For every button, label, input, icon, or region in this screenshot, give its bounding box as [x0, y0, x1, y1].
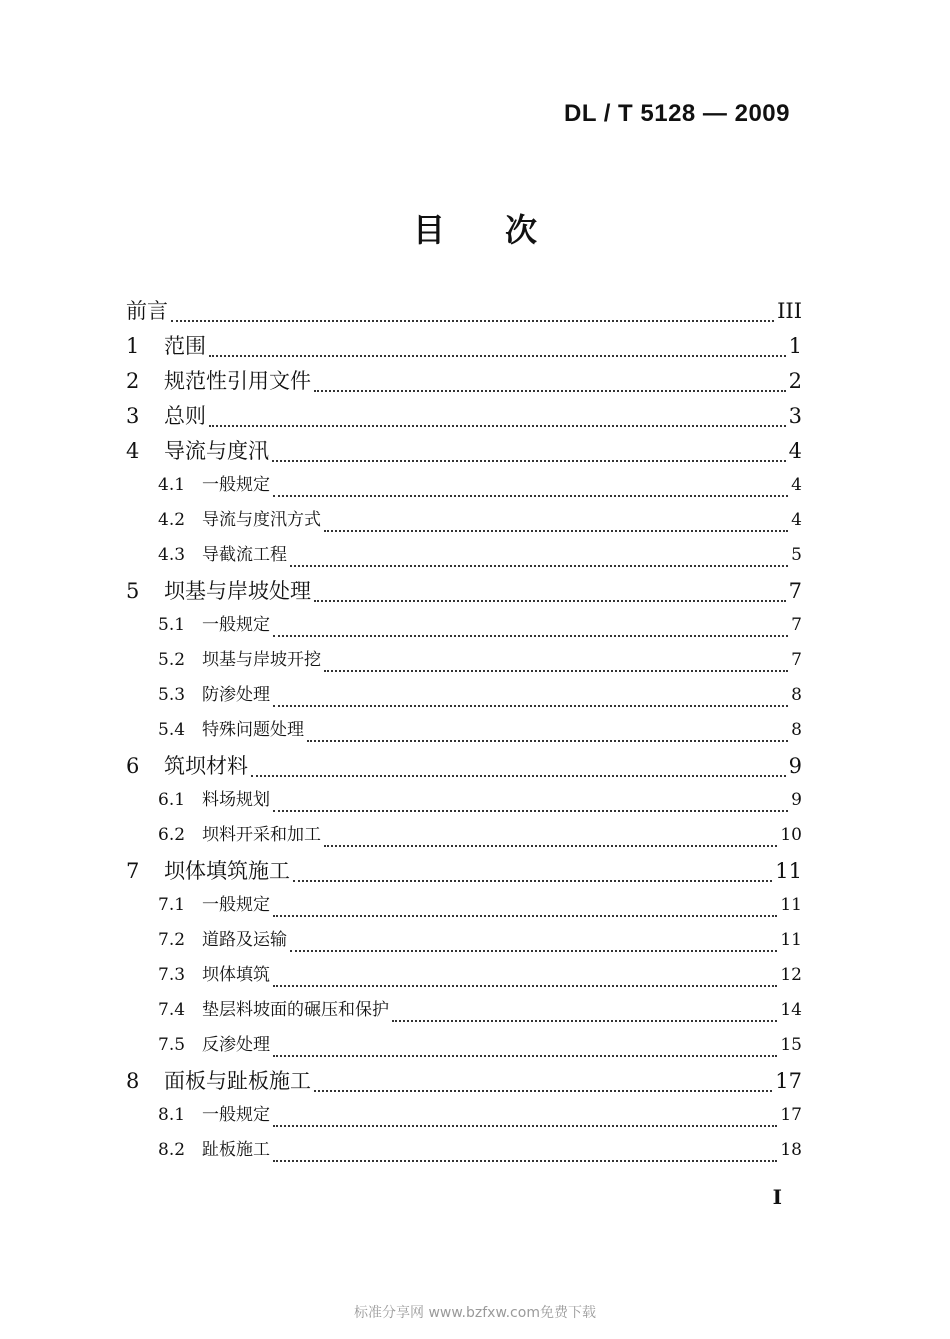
toc-entry-page: 7 — [791, 650, 802, 670]
toc-entry-label: 道路及运输 — [202, 930, 287, 950]
toc-entry-label: 导截流工程 — [202, 545, 287, 565]
toc-entry-number: 7.1 — [158, 895, 186, 915]
toc-entry[interactable] — [126, 505, 802, 540]
toc-entry[interactable] — [126, 925, 802, 960]
toc-entry-label: 前言 — [126, 299, 168, 323]
dot-leader — [273, 1055, 777, 1057]
toc-entry-page: 11 — [780, 895, 802, 915]
toc-entry[interactable] — [126, 295, 802, 330]
table-of-contents — [126, 295, 802, 1170]
toc-entry-label: 坝体填筑施工 — [164, 859, 290, 883]
toc-entry-page: 1 — [788, 334, 802, 358]
toc-entry-label: 导流与度汛 — [164, 439, 269, 463]
toc-entry[interactable] — [126, 330, 802, 365]
dot-leader — [273, 635, 788, 637]
toc-entry-number: 6 — [126, 754, 140, 778]
dot-leader — [314, 1090, 772, 1092]
toc-entry-page: 11 — [780, 930, 802, 950]
dot-leader — [324, 530, 788, 532]
standard-code: DL / T 5128 — 2009 — [563, 100, 790, 127]
dot-leader — [324, 845, 777, 847]
toc-entry-label: 反渗处理 — [202, 1035, 270, 1055]
toc-entry-label: 坝体填筑 — [202, 965, 270, 985]
toc-entry-number: 7.4 — [158, 1000, 186, 1020]
dot-leader — [293, 880, 772, 882]
toc-entry-number: 8.1 — [158, 1105, 186, 1125]
dot-leader — [314, 390, 786, 392]
toc-entry[interactable] — [126, 715, 802, 750]
toc-entry-page: 17 — [775, 1069, 802, 1093]
toc-entry-number: 6.1 — [158, 790, 186, 810]
toc-entry-page: 11 — [775, 859, 802, 883]
toc-entry-label: 趾板施工 — [202, 1140, 270, 1160]
dot-leader — [273, 810, 788, 812]
toc-entry-label: 面板与趾板施工 — [164, 1069, 311, 1093]
toc-entry[interactable] — [126, 540, 802, 575]
toc-entry[interactable] — [126, 1100, 802, 1135]
toc-entry-number: 5.2 — [158, 650, 186, 670]
toc-entry-number: 7 — [126, 859, 140, 883]
toc-entry-label: 坝料开采和加工 — [202, 825, 321, 845]
toc-entry-page: 12 — [780, 965, 802, 985]
toc-entry[interactable] — [126, 1135, 802, 1170]
toc-entry-page: 5 — [791, 545, 802, 565]
dot-leader — [273, 1160, 777, 1162]
toc-entry-number: 8 — [126, 1069, 140, 1093]
toc-entry-page: 17 — [780, 1105, 802, 1125]
toc-entry[interactable] — [126, 750, 802, 785]
toc-entry-number: 5.3 — [158, 685, 186, 705]
toc-entry-page: 3 — [788, 404, 802, 428]
toc-entry-number: 7.5 — [158, 1035, 186, 1055]
toc-entry[interactable] — [126, 575, 802, 610]
toc-entry-page: 8 — [791, 720, 802, 740]
toc-entry[interactable] — [126, 1030, 802, 1065]
toc-entry-label: 一般规定 — [202, 615, 270, 635]
toc-entry-label: 特殊问题处理 — [202, 720, 304, 740]
toc-entry-label: 一般规定 — [202, 1105, 270, 1125]
toc-entry-number: 3 — [126, 404, 140, 428]
toc-entry-page: 8 — [791, 685, 802, 705]
toc-entry[interactable] — [126, 680, 802, 715]
toc-entry[interactable] — [126, 645, 802, 680]
dot-leader — [251, 775, 786, 777]
toc-entry-label: 总则 — [164, 404, 206, 428]
toc-entry-number: 4.2 — [158, 510, 186, 530]
toc-entry-number: 2 — [126, 369, 140, 393]
toc-entry-label: 料场规划 — [202, 790, 270, 810]
toc-entry-label: 坝基与岸坡处理 — [164, 579, 311, 603]
toc-entry-page: 7 — [788, 579, 802, 603]
toc-entry[interactable] — [126, 890, 802, 925]
toc-entry[interactable] — [126, 610, 802, 645]
dot-leader — [273, 705, 788, 707]
toc-entry-label: 坝基与岸坡开挖 — [202, 650, 321, 670]
toc-entry-label: 规范性引用文件 — [164, 369, 311, 393]
toc-entry-number: 1 — [126, 334, 140, 358]
toc-entry-page: 7 — [791, 615, 802, 635]
toc-entry-page: III — [777, 299, 802, 323]
toc-entry-number: 4.3 — [158, 545, 186, 565]
toc-entry[interactable] — [126, 435, 802, 470]
toc-entry-page: 10 — [780, 825, 802, 845]
toc-entry-page: 14 — [780, 1000, 802, 1020]
toc-entry-number: 4 — [126, 439, 140, 463]
dot-leader — [290, 565, 788, 567]
toc-entry-page: 4 — [791, 475, 802, 495]
dot-leader — [272, 460, 786, 462]
dot-leader — [273, 985, 777, 987]
toc-entry-page: 9 — [788, 754, 802, 778]
dot-leader — [273, 1125, 777, 1127]
dot-leader — [392, 1020, 777, 1022]
dot-leader — [209, 425, 786, 427]
dot-leader — [290, 950, 777, 952]
toc-entry[interactable] — [126, 995, 802, 1030]
toc-entry-number: 5.4 — [158, 720, 186, 740]
page-title: 目次 — [412, 211, 597, 249]
toc-entry-page: 18 — [780, 1140, 802, 1160]
toc-entry-page: 4 — [788, 439, 802, 463]
watermark: 标准分享网 www.bzfxw.com免费下载 — [354, 1305, 596, 1321]
toc-entry-label: 一般规定 — [202, 475, 270, 495]
toc-entry[interactable] — [126, 470, 802, 505]
toc-entry-number: 4.1 — [158, 475, 186, 495]
toc-entry[interactable] — [126, 365, 802, 400]
dot-leader — [273, 915, 777, 917]
dot-leader — [209, 355, 786, 357]
dot-leader — [314, 600, 786, 602]
toc-entry-number: 5 — [126, 579, 140, 603]
toc-entry[interactable] — [126, 855, 802, 890]
toc-entry-number: 8.2 — [158, 1140, 186, 1160]
toc-entry-number: 6.2 — [158, 825, 186, 845]
toc-entry-label: 防渗处理 — [202, 685, 270, 705]
toc-entry-number: 5.1 — [158, 615, 186, 635]
toc-entry-number: 7.2 — [158, 930, 186, 950]
toc-entry-page: 9 — [791, 790, 802, 810]
toc-entry-label: 一般规定 — [202, 895, 270, 915]
toc-entry-page: 4 — [791, 510, 802, 530]
dot-leader — [171, 320, 774, 322]
toc-entry-page: 2 — [788, 369, 802, 393]
dot-leader — [307, 740, 788, 742]
toc-entry-label: 范围 — [164, 334, 206, 358]
toc-entry[interactable] — [126, 400, 802, 435]
toc-entry-label: 筑坝材料 — [164, 754, 248, 778]
toc-entry-label: 导流与度汛方式 — [202, 510, 321, 530]
toc-entry[interactable] — [126, 1065, 802, 1100]
page-number: I — [772, 1185, 782, 1209]
toc-entry-page: 15 — [780, 1035, 802, 1055]
dot-leader — [273, 495, 788, 497]
toc-entry[interactable] — [126, 960, 802, 995]
toc-entry[interactable] — [126, 785, 802, 820]
toc-entry-label: 垫层料坡面的碾压和保护 — [202, 1000, 389, 1020]
toc-entry[interactable] — [126, 820, 802, 855]
dot-leader — [324, 670, 788, 672]
toc-entry-number: 7.3 — [158, 965, 186, 985]
